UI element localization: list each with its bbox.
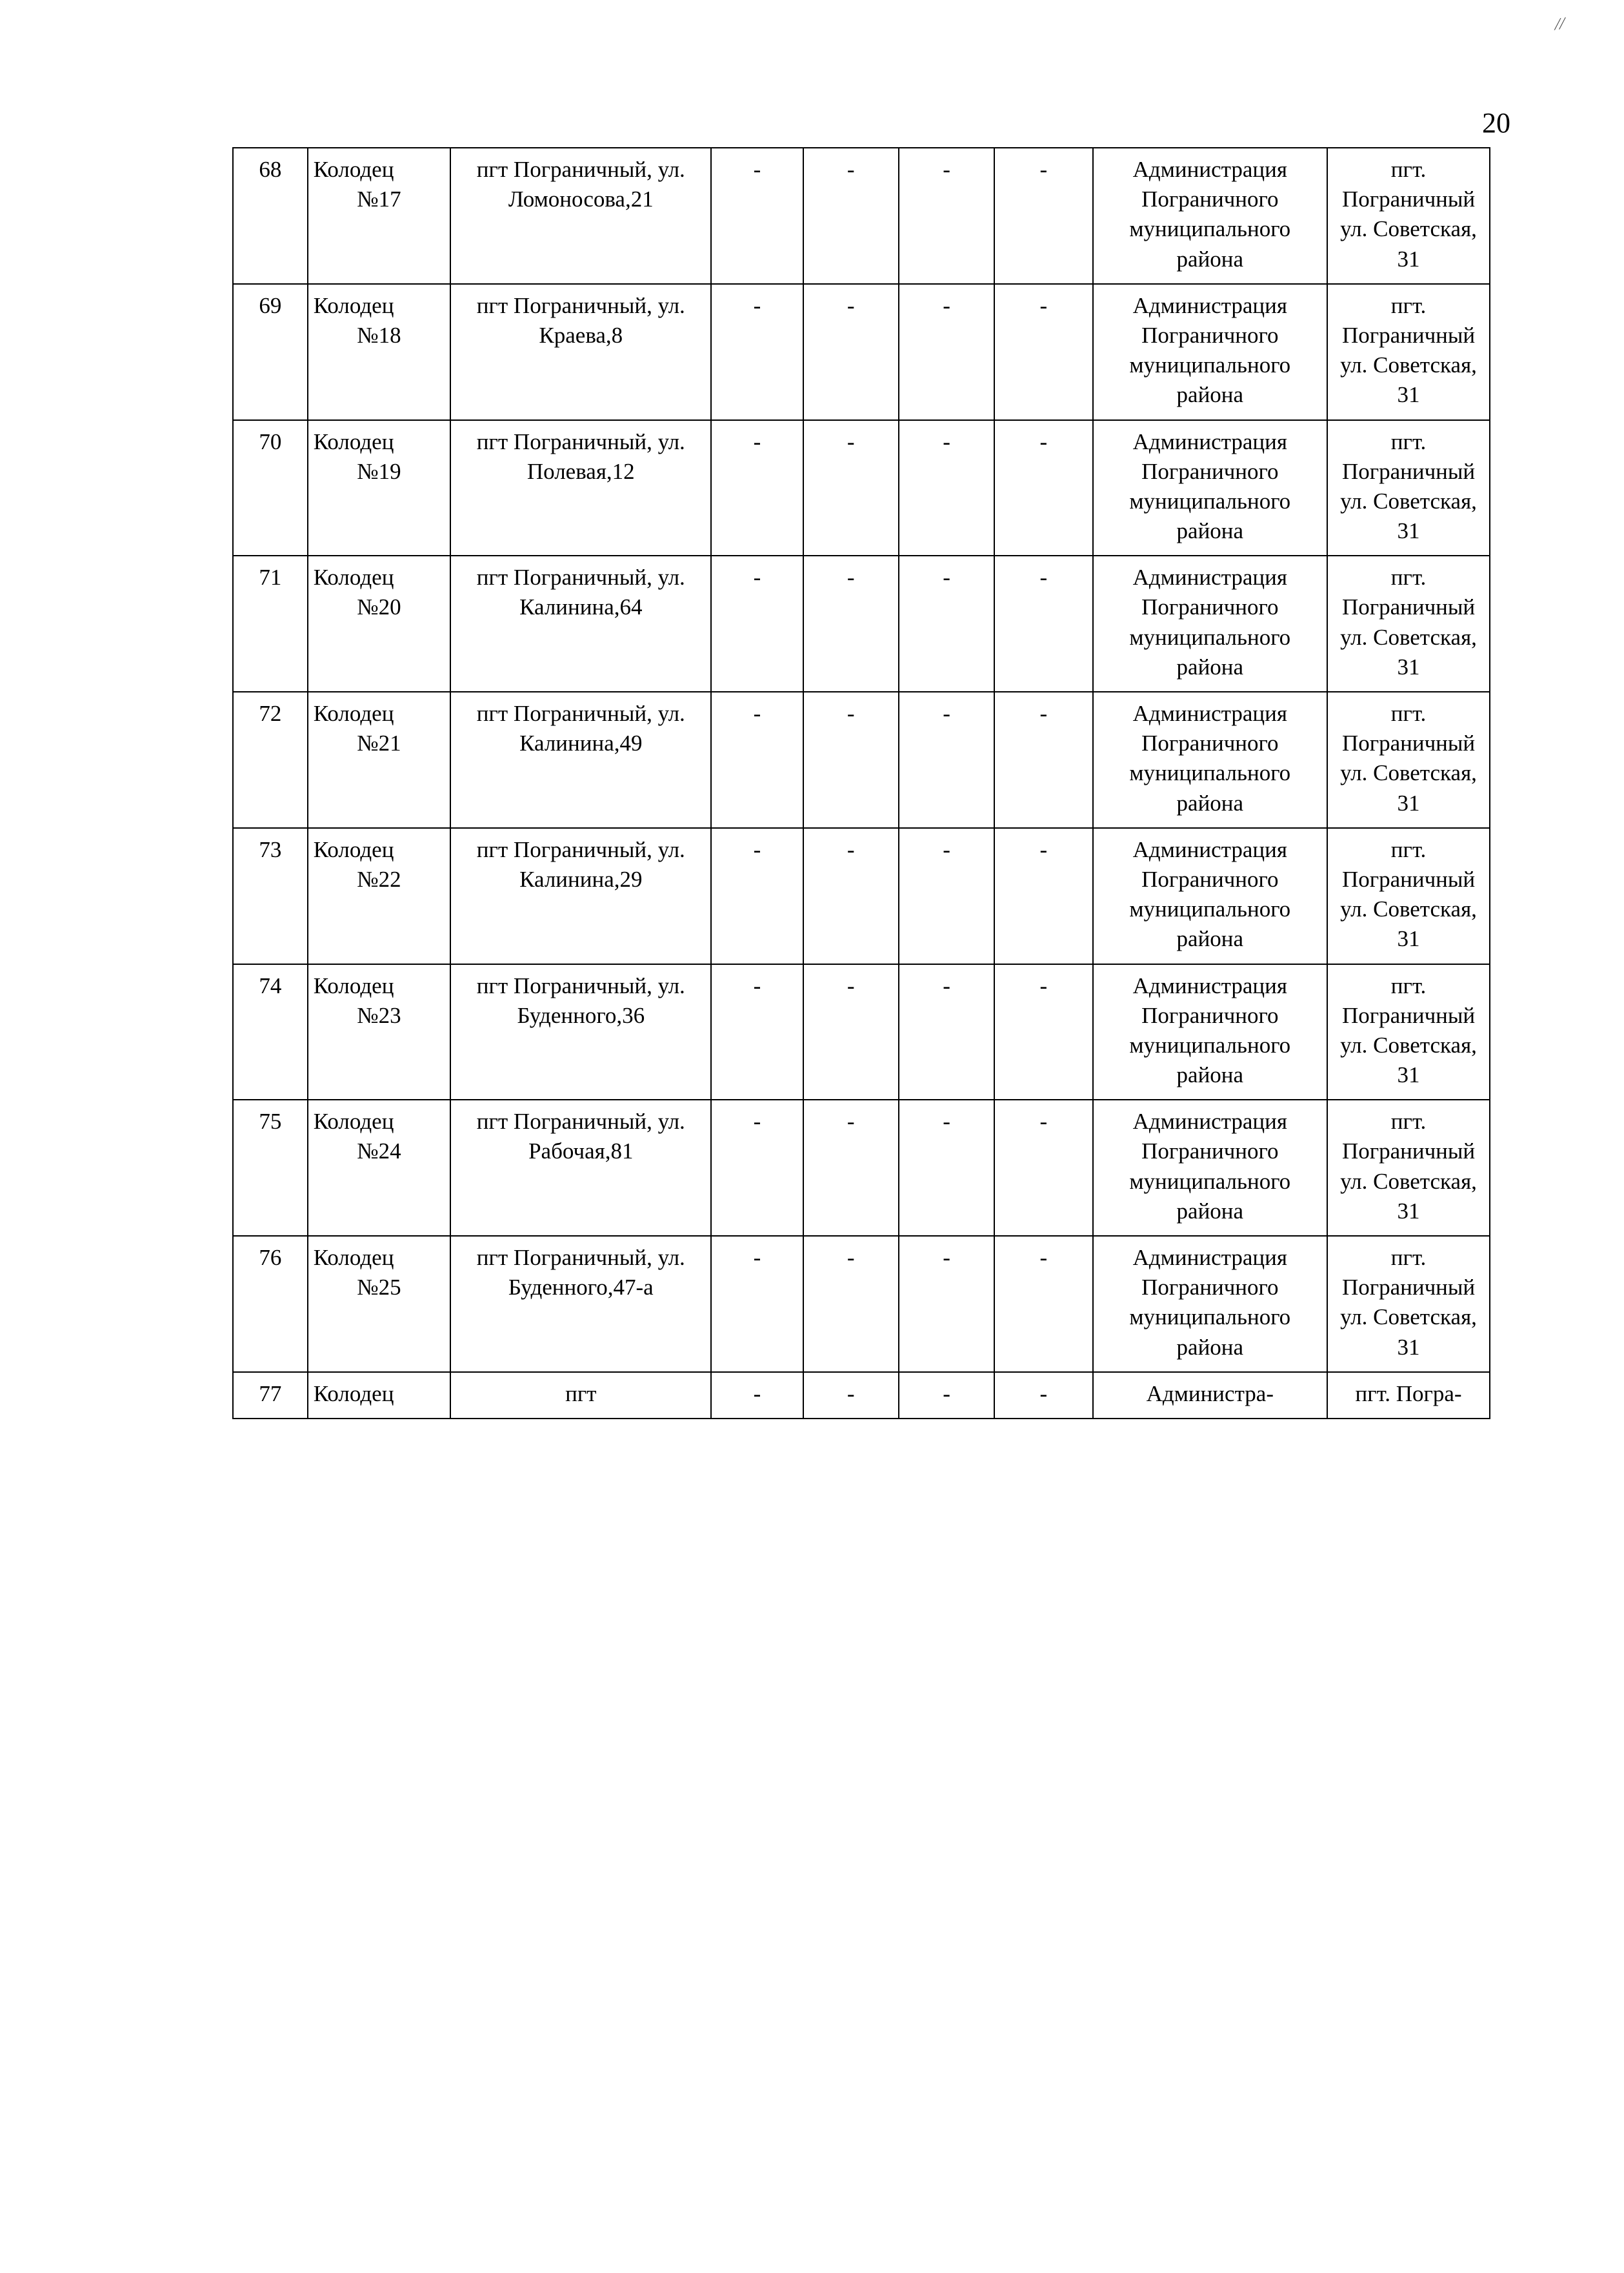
- cell-object-name: [308, 420, 450, 556]
- cell-owner: Администрация Пограничного муниципального района: [1093, 1100, 1328, 1236]
- cell-param-1: -: [711, 828, 803, 964]
- cell-param-4: -: [994, 420, 1092, 556]
- object-name-line-2: №23: [357, 1002, 401, 1028]
- cell-number: 69: [233, 284, 308, 420]
- cell-param-1: -: [711, 692, 803, 828]
- cell-owner-location: пгт. Пограничный ул. Советская, 31: [1327, 828, 1490, 964]
- cell-address: пгт Пограничный, ул. Ломоносова,21: [450, 148, 711, 284]
- cell-owner-location: пгт. Пограничный ул. Советская, 31: [1327, 148, 1490, 284]
- object-name-line-1: Колодец: [313, 1380, 394, 1406]
- cell-number: 77: [233, 1372, 308, 1419]
- cell-object-name: [308, 284, 450, 420]
- table-row: [233, 1372, 1490, 1419]
- cell-param-2: -: [803, 692, 899, 828]
- cell-param-2: -: [803, 420, 899, 556]
- object-name-line-1: Колодец: [313, 836, 394, 862]
- page-number: 20: [1482, 107, 1510, 139]
- object-name-line-2: №18: [357, 322, 401, 348]
- cell-param-4: -: [994, 284, 1092, 420]
- cell-param-1: -: [711, 284, 803, 420]
- cell-number: 71: [233, 556, 308, 692]
- wells-registry-table: [232, 147, 1490, 1419]
- cell-owner-location: пгт. Пограничный ул. Советская, 31: [1327, 692, 1490, 828]
- object-name-line-2: №19: [357, 458, 401, 484]
- cell-owner-location: пгт. Пограничный ул. Советская, 31: [1327, 1100, 1490, 1236]
- cell-object-name: [308, 692, 450, 828]
- object-name-line-1: Колодец: [313, 701, 394, 726]
- cell-param-3: -: [899, 692, 994, 828]
- object-name-line-1: Колодец: [313, 429, 394, 454]
- cell-address: пгт Пограничный, ул. Буденного,36: [450, 964, 711, 1100]
- cell-address: пгт Пограничный, ул. Буденного,47-а: [450, 1236, 711, 1372]
- cell-param-3: -: [899, 420, 994, 556]
- cell-object-name: [308, 556, 450, 692]
- object-name-line-2: №20: [357, 594, 401, 620]
- table-body: [233, 148, 1490, 1419]
- cell-param-1: -: [711, 964, 803, 1100]
- cell-address: пгт Пограничный, ул. Калинина,64: [450, 556, 711, 692]
- object-name-line-1: Колодец: [313, 565, 394, 591]
- cell-param-2: -: [803, 148, 899, 284]
- table-row: [233, 828, 1490, 964]
- cell-param-3: -: [899, 828, 994, 964]
- table-row: [233, 148, 1490, 284]
- cell-param-3: -: [899, 556, 994, 692]
- cell-param-1: -: [711, 1100, 803, 1236]
- cell-param-4: -: [994, 964, 1092, 1100]
- cell-object-name: [308, 1372, 450, 1419]
- cell-owner: Администрация Пограничного муниципального района: [1093, 284, 1328, 420]
- cell-owner: Администрация Пограничного муниципального района: [1093, 692, 1328, 828]
- cell-number: 73: [233, 828, 308, 964]
- cell-address: пгт Пограничный, ул. Полевая,12: [450, 420, 711, 556]
- cell-number: 68: [233, 148, 308, 284]
- cell-object-name: [308, 1100, 450, 1236]
- cell-param-3: -: [899, 148, 994, 284]
- cell-param-3: -: [899, 1372, 994, 1419]
- cell-param-1: -: [711, 420, 803, 556]
- cell-param-4: -: [994, 692, 1092, 828]
- cell-address: пгт Пограничный, ул. Краева,8: [450, 284, 711, 420]
- object-name-line-2: №25: [357, 1275, 401, 1300]
- object-name-line-2: №22: [357, 866, 401, 892]
- cell-param-1: -: [711, 148, 803, 284]
- cell-object-name: [308, 964, 450, 1100]
- cell-param-1: -: [711, 556, 803, 692]
- cell-param-3: -: [899, 1100, 994, 1236]
- scan-artifact-mark: ⁄⁄: [1555, 14, 1567, 34]
- cell-owner: Администрация Пограничного муниципального района: [1093, 828, 1328, 964]
- table-row: [233, 556, 1490, 692]
- cell-owner: Администрация Пограничного муниципального района: [1093, 148, 1328, 284]
- cell-address: пгт: [450, 1372, 711, 1419]
- object-name-line-1: Колодец: [313, 292, 394, 318]
- cell-param-2: -: [803, 284, 899, 420]
- cell-object-name: [308, 828, 450, 964]
- table-row: [233, 692, 1490, 828]
- cell-owner-location: пгт. Пограничный ул. Советская, 31: [1327, 556, 1490, 692]
- cell-param-2: -: [803, 1100, 899, 1236]
- cell-param-2: -: [803, 1372, 899, 1419]
- object-name-line-2: №24: [357, 1138, 401, 1164]
- cell-param-2: -: [803, 1236, 899, 1372]
- cell-param-4: -: [994, 1372, 1092, 1419]
- cell-owner: Администра-: [1093, 1372, 1328, 1419]
- cell-param-4: -: [994, 556, 1092, 692]
- cell-owner-location: пгт. Пограничный ул. Советская, 31: [1327, 284, 1490, 420]
- cell-param-2: -: [803, 964, 899, 1100]
- cell-owner: Администрация Пограничного муниципального района: [1093, 556, 1328, 692]
- cell-owner: Администрация Пограничного муниципального района: [1093, 420, 1328, 556]
- cell-owner-location: пгт. Пограничный ул. Советская, 31: [1327, 964, 1490, 1100]
- cell-param-4: -: [994, 1100, 1092, 1236]
- cell-param-1: -: [711, 1236, 803, 1372]
- cell-param-3: -: [899, 1236, 994, 1372]
- cell-param-4: -: [994, 828, 1092, 964]
- cell-address: пгт Пограничный, ул. Калинина,49: [450, 692, 711, 828]
- cell-owner-location: пгт. Пограничный ул. Советская, 31: [1327, 1236, 1490, 1372]
- cell-number: 74: [233, 964, 308, 1100]
- cell-param-4: -: [994, 148, 1092, 284]
- table-row: [233, 284, 1490, 420]
- cell-param-4: -: [994, 1236, 1092, 1372]
- table-row: [233, 1100, 1490, 1236]
- object-name-line-2: №17: [357, 187, 401, 212]
- object-name-line-1: Колодец: [313, 1245, 394, 1270]
- table-row: [233, 964, 1490, 1100]
- cell-object-name: [308, 1236, 450, 1372]
- cell-number: 75: [233, 1100, 308, 1236]
- cell-number: 70: [233, 420, 308, 556]
- object-name-line-2: №21: [357, 731, 401, 756]
- cell-owner: Администрация Пограничного муниципального района: [1093, 964, 1328, 1100]
- cell-owner: Администрация Пограничного муниципального района: [1093, 1236, 1328, 1372]
- cell-owner-location: пгт. Пограничный ул. Советская, 31: [1327, 420, 1490, 556]
- cell-address: пгт Пограничный, ул. Калинина,29: [450, 828, 711, 964]
- cell-param-3: -: [899, 964, 994, 1100]
- cell-param-3: -: [899, 284, 994, 420]
- table-row: [233, 1236, 1490, 1372]
- cell-param-2: -: [803, 828, 899, 964]
- cell-param-1: -: [711, 1372, 803, 1419]
- cell-owner-location: пгт. Погра-: [1327, 1372, 1490, 1419]
- cell-param-2: -: [803, 556, 899, 692]
- table-row: [233, 420, 1490, 556]
- object-name-line-1: Колодец: [313, 157, 394, 182]
- cell-address: пгт Пограничный, ул. Рабочая,81: [450, 1100, 711, 1236]
- object-name-line-1: Колодец: [313, 973, 394, 998]
- cell-number: 76: [233, 1236, 308, 1372]
- object-name-line-1: Колодец: [313, 1109, 394, 1135]
- cell-object-name: [308, 148, 450, 284]
- cell-number: 72: [233, 692, 308, 828]
